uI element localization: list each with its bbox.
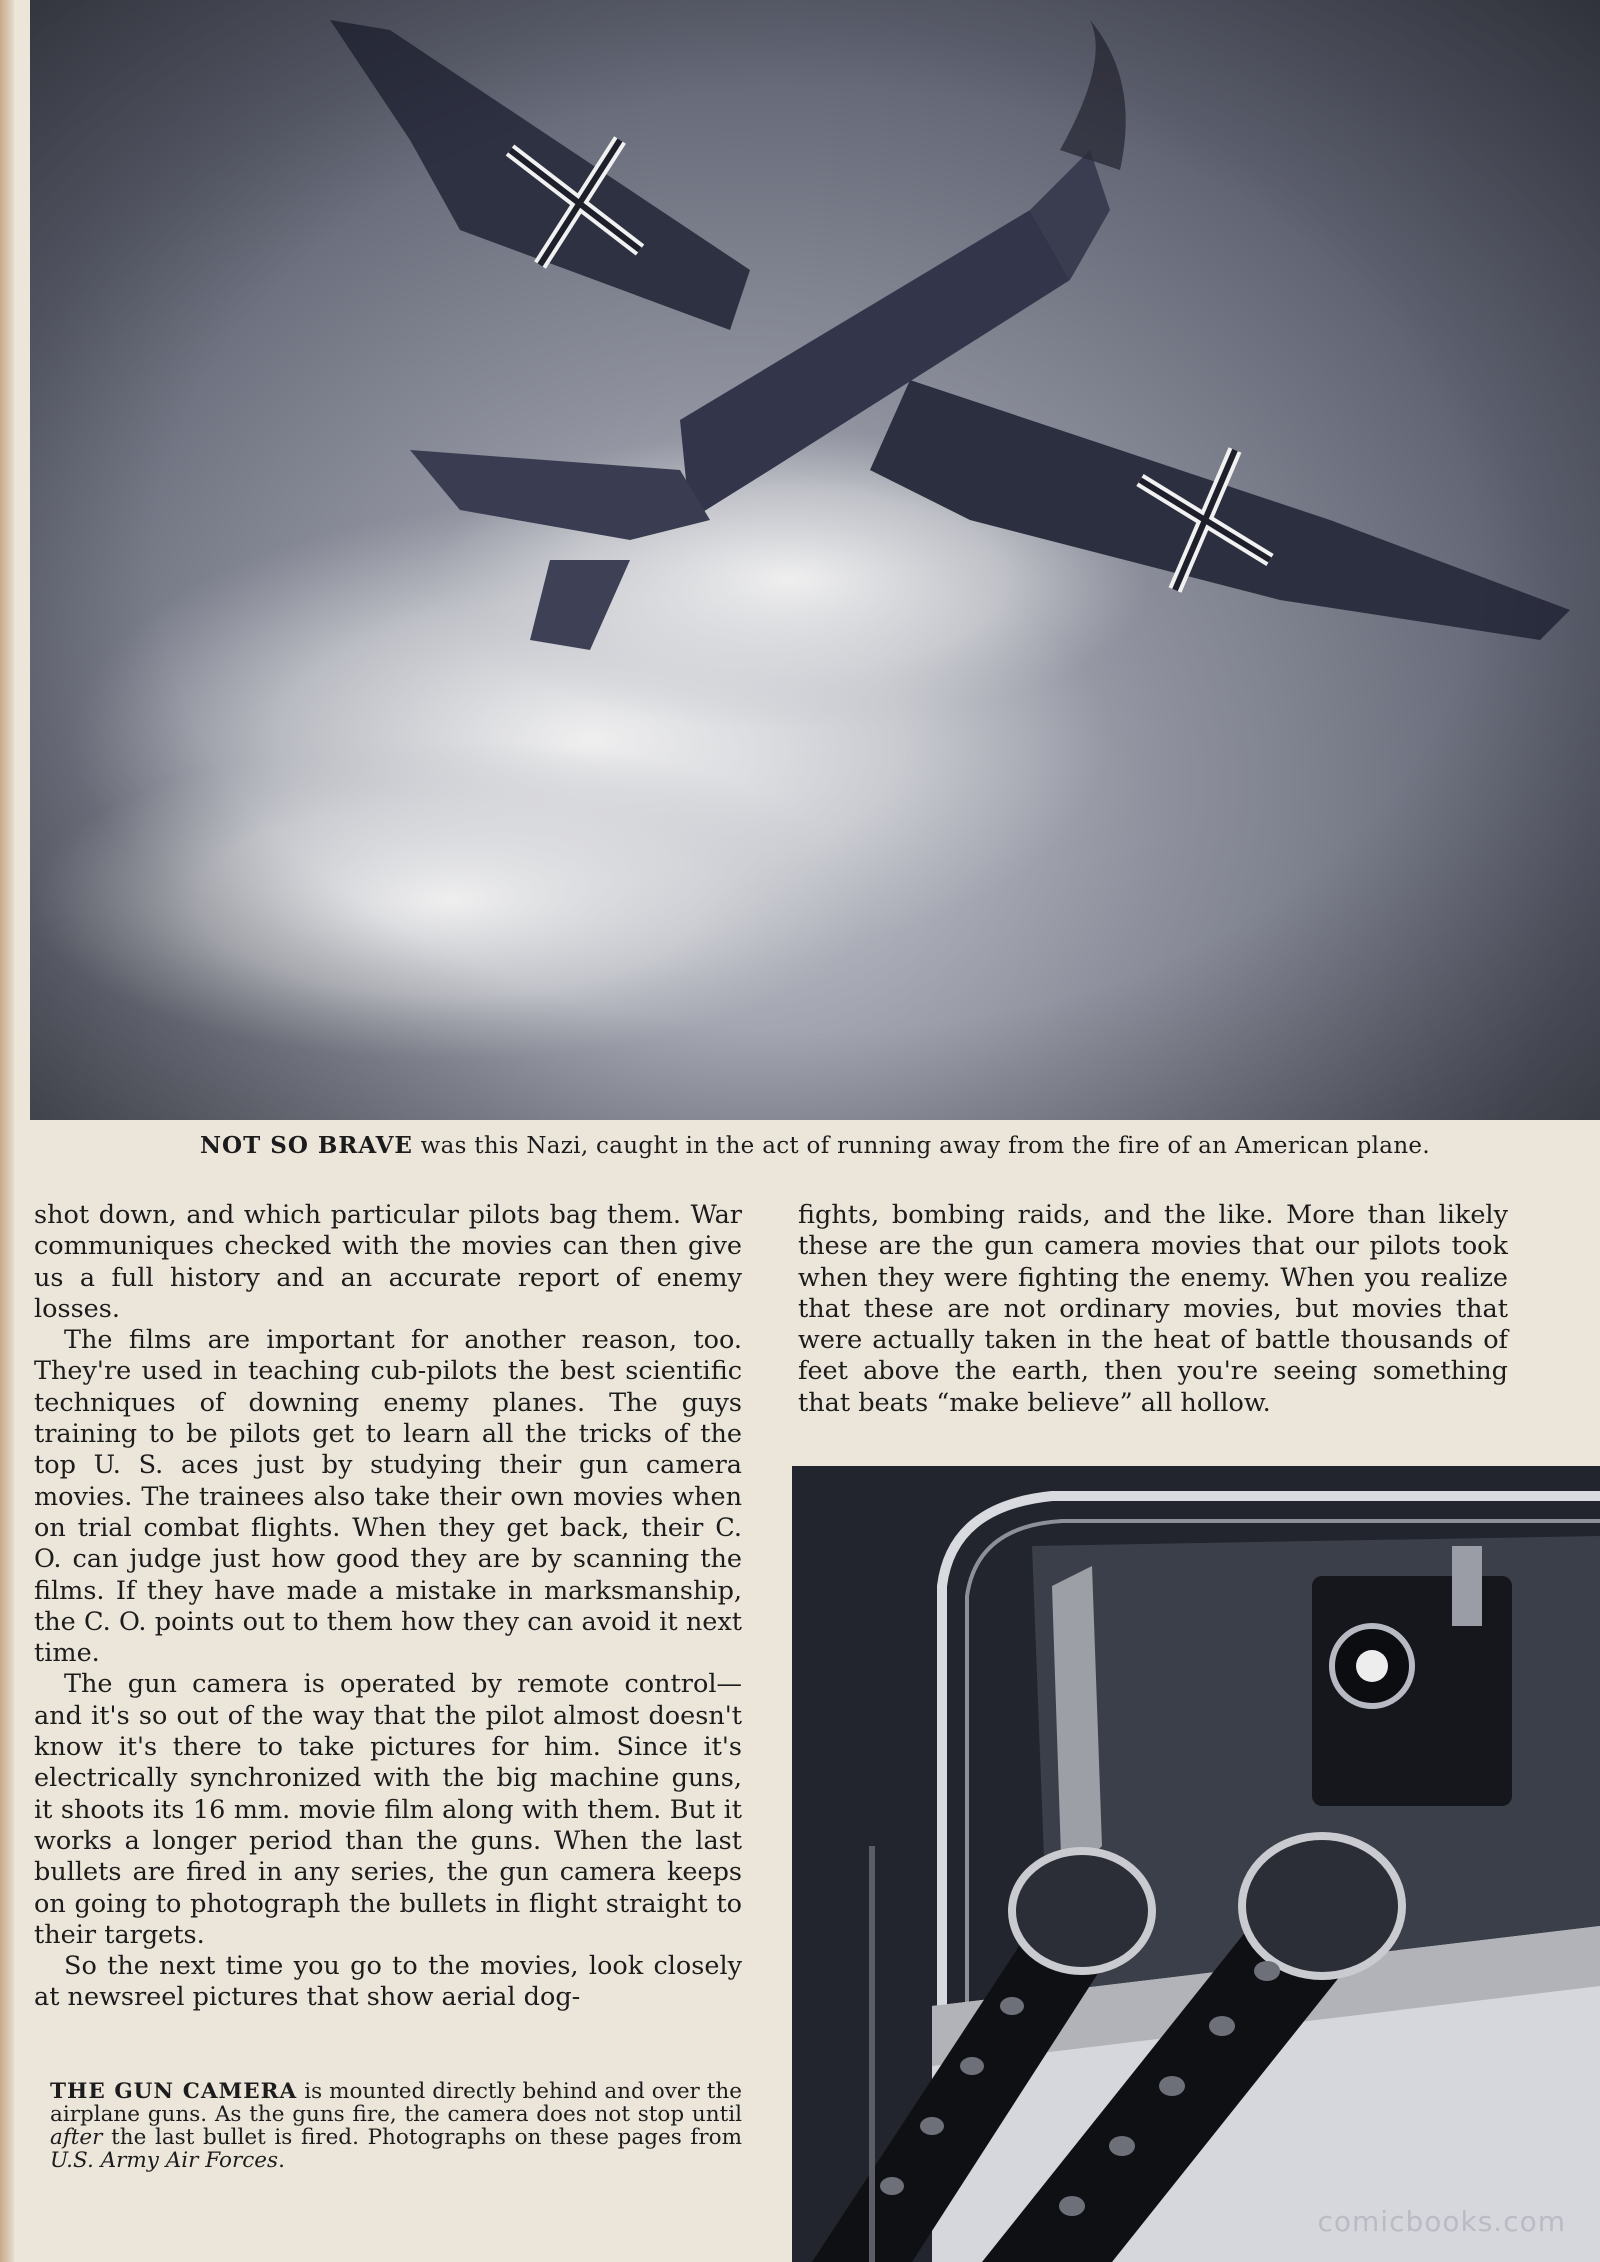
- caption-text: was this Nazi, caught in the act of running away from the fire of an American plane.: [412, 1133, 1430, 1159]
- right-column: [798, 1200, 1508, 1419]
- caption-text: .: [278, 2148, 285, 2173]
- left-column: [34, 1200, 742, 2014]
- plane-icon: [30, 0, 1600, 1120]
- watermark: comicbooks.com: [1317, 2205, 1566, 2238]
- caption-lead: NOT SO BRAVE: [200, 1132, 413, 1159]
- page-edge: [0, 0, 14, 2262]
- paragraph: So the next time you go to the movies, look closely at newsreel pictures that show aerial dog-: [34, 1951, 742, 2013]
- caption-text: is mounted directly behind and over the airplane guns. As the guns fire, the camera does not stop until: [50, 2079, 743, 2127]
- gun-camera-icon: [792, 1466, 1600, 2262]
- gun-camera-photo: [792, 1466, 1600, 2262]
- photo-credit: U.S. Army Air Forces: [50, 2148, 279, 2173]
- paragraph: The films are important for another reason, too. They're used in teaching cub-pilots the best scientific techniques of downing enemy planes. The guys training to be pilots get to learn all the tricks of the top U. S. aces just by studying their gun camera movies. The trainees also take their own movies when on trial combat flights. When they get back, their C. O. can judge just how good they are by scanning the films. If they have made a mistake in marksmanship, the C. O. points out to them how they can avoid it next time.: [34, 1325, 742, 1669]
- caption-text: the last bullet is fired. Photographs on these pages from: [102, 2125, 742, 2150]
- gun-camera-caption: [50, 2080, 742, 2172]
- top-photo-caption: [30, 1132, 1600, 1159]
- nazi-plane-photo: [30, 0, 1600, 1120]
- caption-emphasis: after: [50, 2125, 103, 2150]
- paragraph: fights, bombing raids, and the like. More than likely these are the gun camera movies that our pilots took when they were fighting the enemy. When you realize that these are not ordinary movies, but movies that were actually taken in the heat of battle thousands of feet above the earth, then you're seeing something that beats “make believe” all hollow.: [798, 1200, 1508, 1418]
- paragraph: shot down, and which particular pilots bag them. War communiques checked with the movies can then give us a full history and an accurate report of enemy losses.: [34, 1200, 742, 1324]
- caption-lead: THE GUN CAMERA: [50, 2079, 298, 2104]
- paragraph: The gun camera is operated by remote control— and it's so out of the way that the pilot almost doesn't know it's there to take pictures for him. Since it's electrically synchronized with the big machine guns, it shoots its 16 mm. movie film along with them. But it works a longer period than the guns. When the last bullets are fired in any series, the gun camera keeps on going to photograph the bullets in flight straight to their targets.: [34, 1669, 742, 1950]
